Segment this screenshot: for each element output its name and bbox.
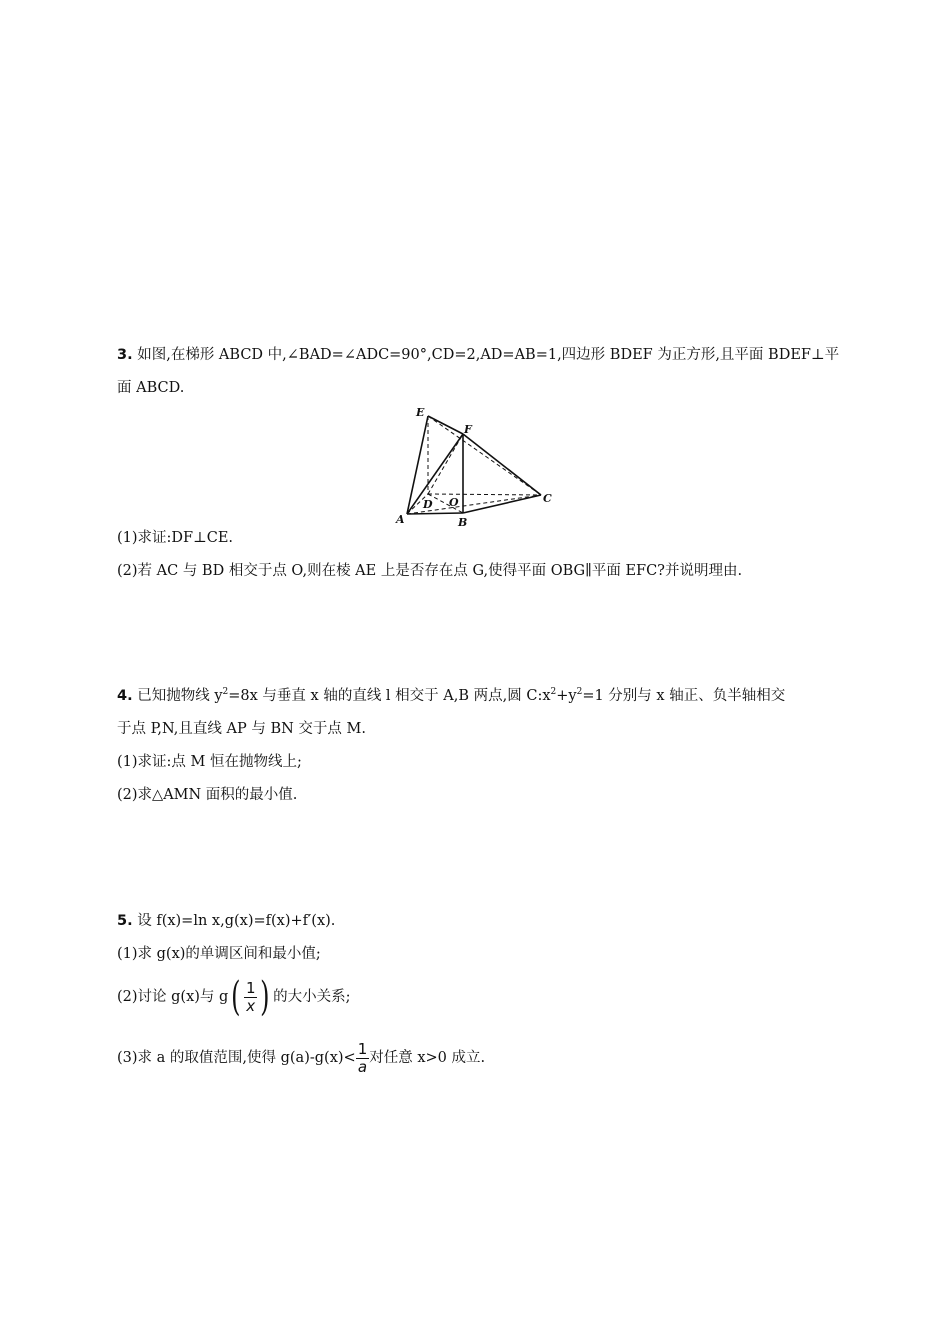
edge-EC-dashed <box>428 416 541 495</box>
q4-line1-a: 已知抛物线 y <box>132 688 223 704</box>
q4-line2: 于点 P,N,且直线 AP 与 BN 交于点 M. <box>117 721 366 737</box>
edge-DC-dashed <box>428 494 541 495</box>
q5-part1: (1)求 g(x)的单调区间和最小值; <box>117 946 321 962</box>
q5-line1 <box>117 911 335 931</box>
q3-text-line1: 如图,在梯形 ABCD 中,∠BAD=∠ADC=90°,CD=2,AD=AB=1,四边形 BDEF 为正方形,且平面 BDEF⊥平 <box>132 347 840 363</box>
label-F: F <box>464 423 472 436</box>
q4-line1-c: +y <box>556 688 577 704</box>
q4-sup2: 2 <box>550 687 557 698</box>
label-A: A <box>396 513 405 526</box>
q4-part2: (2)求△AMN 面积的最小值. <box>117 787 298 803</box>
q3-part1: (1)求证:DF⊥CE. <box>117 530 234 546</box>
q4-sup1: 2 <box>222 687 229 698</box>
label-B: B <box>458 516 468 529</box>
q5-part2-b: 的大小关系; <box>273 989 351 1005</box>
q5-part3 <box>117 1036 485 1080</box>
q5-part3-fraction <box>356 1041 370 1076</box>
q4-line1-b: =8x 与垂直 x 轴的直线 l 相交于 A,B 两点,圆 C:x <box>228 688 551 704</box>
q5-part2-a: (2)讨论 g(x)与 g <box>117 989 229 1005</box>
q5-line1-text: 设 f(x)=ln x,g(x)=f(x)+f′(x). <box>132 913 336 929</box>
q4-number: 4. <box>117 688 133 704</box>
edge-BC <box>463 495 541 513</box>
q5-number: 5. <box>117 913 133 929</box>
label-D: D <box>423 498 433 511</box>
label-C: C <box>543 492 552 505</box>
q4-line1 <box>117 686 785 706</box>
label-O: O <box>449 496 459 509</box>
trapezoid-prism-figure <box>392 402 560 530</box>
q4-sup3: 2 <box>576 687 583 698</box>
frac-numerator: 1 <box>357 1039 368 1058</box>
q5-part2-fraction <box>244 980 258 1015</box>
q5-part3-b: 对任意 x>0 成立. <box>369 1050 486 1066</box>
q5-part3-a: (3)求 a 的取值范围,使得 g(a)-g(x)< <box>117 1050 356 1066</box>
q4-part1: (1)求证:点 M 恒在抛物线上; <box>117 754 302 770</box>
frac-numerator: 1 <box>245 978 256 997</box>
frac-denominator: a <box>357 1057 368 1076</box>
q5-part2 <box>117 974 350 1020</box>
edge-EF <box>428 416 463 434</box>
right-paren: ) <box>260 974 270 1020</box>
q3-part2: (2)若 AC 与 BD 相交于点 O,则在棱 AE 上是否存在点 G,使得平面 OBG∥平面 EFC?并说明理由. <box>117 563 743 579</box>
left-paren: ( <box>231 974 241 1020</box>
label-E: E <box>416 406 425 419</box>
q3-number: 3. <box>117 347 133 363</box>
edge-DF-dashed <box>428 434 463 494</box>
edge-FC <box>463 434 541 495</box>
q3-line2: 面 ABCD. <box>117 380 185 396</box>
q3-line1 <box>117 345 839 365</box>
q4-line1-d: =1 分别与 x 轴正、负半轴相交 <box>582 688 786 704</box>
frac-denominator: x <box>246 996 256 1015</box>
